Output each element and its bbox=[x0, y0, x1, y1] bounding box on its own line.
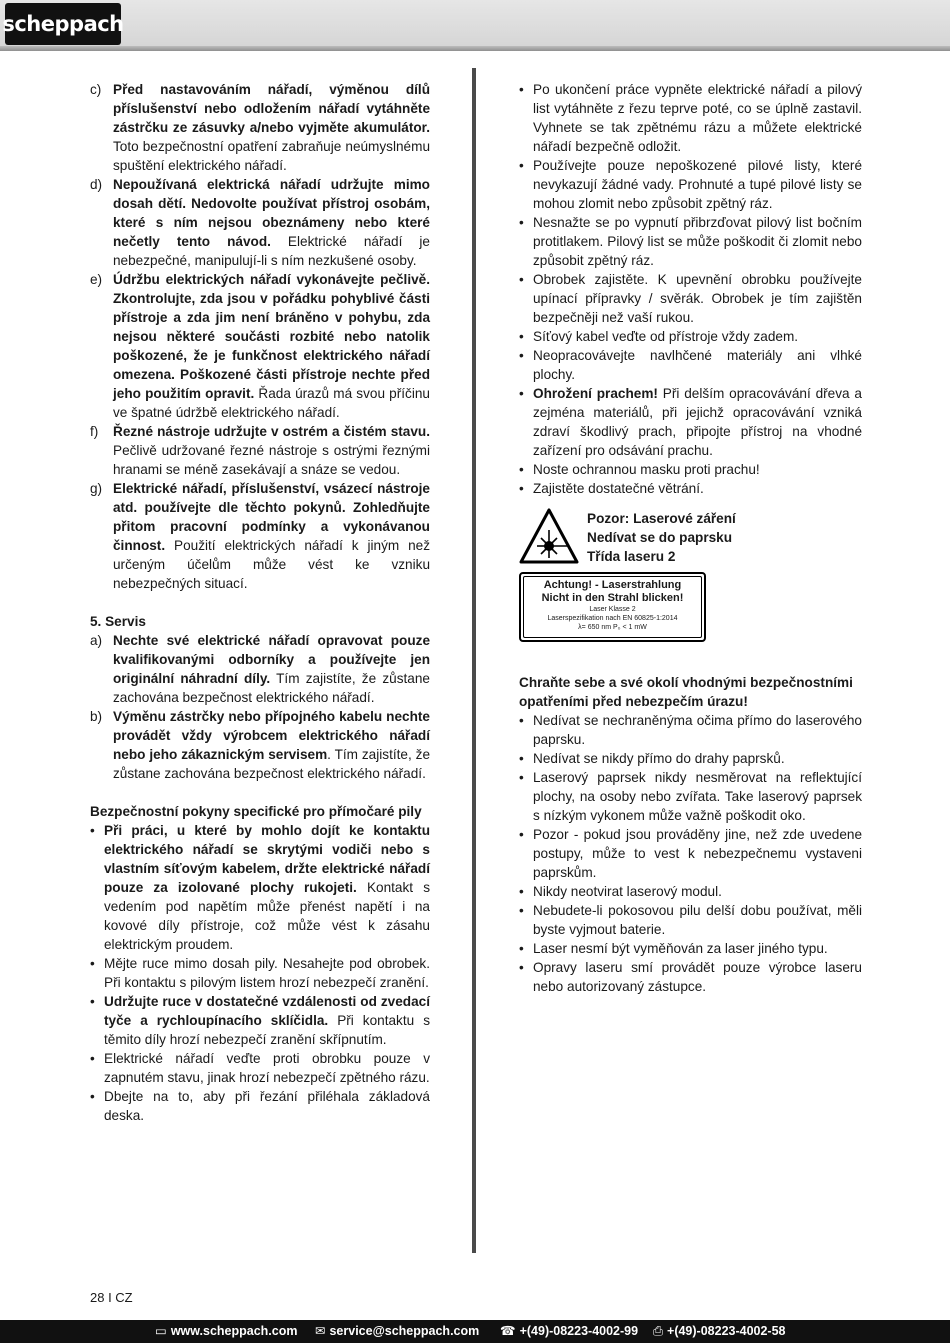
list-item bbox=[90, 270, 430, 422]
bullet-icon: • bbox=[519, 82, 524, 97]
column-divider bbox=[472, 68, 476, 1253]
bullet-icon: • bbox=[519, 158, 524, 173]
bullet-icon: • bbox=[90, 1051, 95, 1066]
bullet-icon: • bbox=[519, 329, 524, 344]
list-item bbox=[90, 707, 430, 783]
page-number: 28 I CZ bbox=[90, 1290, 133, 1305]
item-text: Neopracovávejte navlhčené materiály ani vlhké plochy. bbox=[533, 348, 862, 382]
item-text: Zajistěte dostatečné větrání. bbox=[533, 481, 704, 496]
item-marker: b) bbox=[90, 709, 103, 724]
footer-fax-text: +(49)-08223-4002-58 bbox=[667, 1324, 786, 1338]
laser-label-line: Nicht in den Strahl blicken! bbox=[541, 592, 684, 604]
footer-bar bbox=[0, 1320, 950, 1343]
bullet-item bbox=[519, 768, 862, 825]
footer-email-text: service@scheppach.com bbox=[329, 1324, 480, 1338]
laser-warning-line: Nedívat se do paprsku bbox=[587, 530, 733, 545]
laser-hazard-icon bbox=[519, 508, 579, 564]
item-text: Toto bezpečnostní opatření zabraňuje neúmyslnému spuštění elektrického nářadí. bbox=[113, 139, 430, 173]
item-text: Pozor - pokud jsou prováděny jine, než zde uvedene postupy, může to vest k nebezpečnemu vystaveni paprskům. bbox=[533, 827, 862, 880]
bullet-icon: • bbox=[519, 462, 524, 477]
footer-web-text: www.scheppach.com bbox=[170, 1324, 298, 1338]
bullet-icon: • bbox=[519, 827, 524, 842]
laser-label-line: Laserspezifikation nach EN 60825-1:2014 bbox=[547, 615, 678, 622]
item-bold-text: Výměnu zástrčky nebo přípojného kabelu nechte provádět vždy výrobcem elektrického nářadí nebo jeho zákaznickým servisem bbox=[113, 709, 430, 762]
item-marker: c) bbox=[90, 82, 102, 97]
bullet-item bbox=[519, 346, 862, 384]
laser-label-line: Laser Klasse 2 bbox=[589, 606, 636, 613]
item-text: Po ukončení práce vypněte elektrické nářadí a pilový list vytáhněte z řezu teprve poté, co se úplně zastavil. Vyhnete se tak zpětnému rázu a můžete elektrické nářadí bezpečně odložit. bbox=[533, 82, 862, 154]
item-text: Používejte pouze nepoškozené pilové listy, které nevykazují žádné vady. Prohnuté a tupé pilové listy se mohou zlomit nebo způsobit zpětný ráz. bbox=[533, 158, 862, 211]
item-text: Nesnažte se po vypnutí přibrzďovat pilový list bočním protitlakem. Pilový list se může poškodit či zlomit nebo způsobit zpětný ráz. bbox=[533, 215, 862, 268]
item-text: Kontakt s vedením pod napětím může přenést napětí i na kovové díly přístroje, což může vést k zásahu elektrickým proudem. bbox=[104, 880, 431, 952]
item-bold-text: Nechte své elektrické nářadí opravovat pouze kvalifikovanými odborníky a používejte jen originální náhradní díly. bbox=[113, 633, 430, 686]
bullet-item bbox=[519, 213, 862, 270]
laser-warning-line: Pozor: Laserové záření bbox=[587, 511, 736, 526]
list-item bbox=[90, 175, 430, 270]
item-text: Laser nesmí být vyměňován za laser jiného typu. bbox=[533, 941, 828, 956]
phone-icon: ☎ bbox=[500, 1324, 516, 1338]
header-divider bbox=[0, 46, 950, 51]
protect-heading: Chraňte sebe a své okolí vhodnými bezpečnostními opatřeními před nebezpečím úrazu! bbox=[519, 675, 853, 709]
bullet-icon: • bbox=[90, 956, 95, 971]
bullet-icon: • bbox=[519, 770, 524, 785]
item-text: . Tím zajistíte, že zůstane zachována bezpečnost elektrického nářadí. bbox=[113, 747, 430, 781]
item-text: Při kontaktu s těmito díly hrozí nebezpečí zranění skřípnutím. bbox=[104, 1013, 430, 1047]
item-marker: e) bbox=[90, 272, 103, 287]
item-text: Tím zajistíte, že zůstane zachována bezpečnost elektrického nářadí. bbox=[113, 671, 430, 705]
item-bold-text: Při práci, u které by mohlo dojít ke kontaktu elektrického nářadí se skrytými vodiči nebo s vlastním síťovým kabelem, držte elektrické nářadí pouze za izolované plochy rukojeti. bbox=[104, 823, 430, 895]
bullet-item bbox=[519, 460, 862, 479]
item-text: Opravy laseru smí provádět pouze výrobce laseru nebo autorizovaný zástupce. bbox=[533, 960, 862, 994]
item-bold-text: Udržujte ruce v dostatečné vzdálenosti od zvedací tyče a rychloupínacího sklíčidla. bbox=[104, 994, 430, 1028]
bullet-icon: • bbox=[519, 481, 524, 496]
item-bold-text: Nepoužívaná elektrická nářadí udržujte mimo dosah dětí. Nedovolte používat přístroj osobám, které s ním nejsou obeznámeny nebo které nečetly tento návod. bbox=[113, 177, 430, 249]
right-column bbox=[519, 80, 862, 996]
item-text: Obrobek zajistěte. K upevnění obrobku používejte upínací přípravky / svěrák. Obrobek je tím zajištěn bezpečněji než vaší rukou. bbox=[533, 272, 862, 325]
bullet-item bbox=[519, 327, 862, 346]
item-text: Při delším opracovávání dřeva a zejména materiálů, při jejichž opracovávání vzniká zdraví škodlivý prach, připojte přístroj na vhodné zařízení pro odsávání prachu. bbox=[533, 386, 862, 458]
bullet-item bbox=[519, 711, 862, 749]
bullet-item bbox=[519, 958, 862, 996]
item-text: Použití elektrických nářadí k jiným než určeným účelům může vést ke vzniku nebezpečných situací. bbox=[113, 538, 430, 591]
bullet-icon: • bbox=[90, 1089, 95, 1104]
bullet-item bbox=[519, 270, 862, 327]
bullet-item bbox=[519, 901, 862, 939]
list-item bbox=[90, 631, 430, 707]
item-text: Mějte ruce mimo dosah pily. Nesahejte pod obrobek. Při kontaktu s pilovým listem hrozí nebezpečí zranění. bbox=[104, 956, 430, 990]
item-text: Noste ochrannou masku proti prachu! bbox=[533, 462, 760, 477]
item-text: Nebudete-li pokosovou pilu delší dobu používat, měli byste vyjmout baterie. bbox=[533, 903, 862, 937]
item-marker: g) bbox=[90, 481, 103, 496]
safety-heading: Bezpečnostní pokyny specifické pro přímočaré pily bbox=[90, 804, 422, 819]
item-text: Elektrické nářadí veďte proti obrobku pouze v zapnutém stavu, jinak hrozí nebezpečí zpětného rázu. bbox=[104, 1051, 430, 1085]
laser-warning-line: Třída laseru 2 bbox=[587, 549, 676, 564]
item-text: Řada úrazů má svou příčinu ve špatné údržbě elektrického nářadí. bbox=[113, 386, 430, 420]
item-text: Pečlivě udržované řezné nástroje s ostrými řeznými hranami se méně zasekávají a snáze se vedou. bbox=[113, 443, 430, 477]
laser-label-line: λ= 650 nm P₀ < 1 mW bbox=[578, 624, 647, 631]
mail-icon: ✉ bbox=[315, 1324, 326, 1338]
bullet-item bbox=[519, 939, 862, 958]
item-bold-text: Před nastavováním nářadí, výměnou dílů příslušenství nebo odložením nářadí vytáhněte zástrčku ze zásuvky a/nebo vyjměte akumulátor. bbox=[113, 82, 430, 135]
bullet-icon: • bbox=[519, 903, 524, 918]
bullet-item bbox=[90, 992, 430, 1049]
item-bold-text: Řezné nástroje udržujte v ostrém a čistém stavu. bbox=[113, 424, 430, 439]
logo-text: scheppach bbox=[2, 11, 124, 36]
bullet-item bbox=[90, 821, 430, 954]
footer-phone-text: +(49)-08223-4002-99 bbox=[519, 1324, 639, 1338]
bullet-item bbox=[519, 384, 862, 460]
scheppach-logo bbox=[2, 3, 124, 45]
bullet-icon: • bbox=[519, 348, 524, 363]
footer-fax bbox=[653, 1320, 786, 1343]
item-bold-text: Ohrožení prachem! bbox=[533, 386, 658, 401]
bullet-icon: • bbox=[519, 884, 524, 899]
item-marker: d) bbox=[90, 177, 103, 192]
bullet-icon: • bbox=[90, 994, 95, 1009]
item-marker: a) bbox=[90, 633, 103, 648]
list-item bbox=[90, 479, 430, 593]
bullet-icon: • bbox=[519, 215, 524, 230]
bullet-icon: • bbox=[90, 823, 95, 838]
laser-label-line: Achtung! - Laserstrahlung bbox=[543, 579, 682, 591]
bullet-icon: • bbox=[519, 272, 524, 287]
bullet-item bbox=[519, 156, 862, 213]
bullet-item bbox=[90, 1049, 430, 1087]
item-bold-text: Údržbu elektrických nářadí vykonávejte pečlivě. Zkontrolujte, zda jsou v pořádku pohyblivé části přístroje a zda jim není bráněno v pohybu, zda nejsou některé součásti rozbité nebo natolik poškozené, že je funkčnost elektrického nářadí omezena. Poškozené části přístroje nechte před jeho použitím opravit. bbox=[113, 272, 430, 401]
footer-email[interactable] bbox=[315, 1320, 479, 1343]
item-text: Síťový kabel veďte od přístroje vždy zadem. bbox=[533, 329, 799, 344]
bullet-item bbox=[519, 749, 862, 768]
item-text: Dbejte na to, aby při řezání přiléhala základová deska. bbox=[104, 1089, 430, 1123]
item-bold-text: Elektrické nářadí, příslušenství, vsázecí nástroje atd. používejte dle těchto pokynů. Zohledňujte přitom pracovní podmínky a vykonávanou činnost. bbox=[113, 481, 430, 553]
left-column bbox=[90, 80, 430, 1125]
bullet-item bbox=[519, 882, 862, 901]
item-text: Nikdy neotvirat laserový modul. bbox=[533, 884, 722, 899]
bullet-item bbox=[519, 825, 862, 882]
bullet-item bbox=[519, 80, 862, 156]
bullet-icon: • bbox=[519, 713, 524, 728]
item-text: Nedívat se nikdy přímo do drahy paprsků. bbox=[533, 751, 785, 766]
bullet-icon: • bbox=[519, 960, 524, 975]
bullet-icon: • bbox=[519, 751, 524, 766]
bullet-icon: • bbox=[519, 941, 524, 956]
item-text: Elektrické nářadí je nebezpečné, manipulují-li s ním nezkušené osoby. bbox=[113, 234, 430, 268]
laser-warning-text bbox=[587, 509, 736, 566]
item-text: Laserový paprsek nikdy nesměrovat na reflektující plochy, na osoby nebo zvířata. Take laserový paprsek s nízkým vykonem může važně poškodit oko. bbox=[533, 770, 862, 823]
service-heading: 5. Servis bbox=[90, 614, 146, 629]
bullet-icon: • bbox=[519, 386, 524, 401]
item-text: Nedívat se nechraněnýma očima přímo do laserového paprsku. bbox=[533, 713, 862, 747]
bullet-item bbox=[90, 1087, 430, 1125]
footer-phone[interactable] bbox=[500, 1320, 638, 1343]
bullet-item bbox=[519, 479, 862, 498]
list-item bbox=[90, 422, 430, 479]
laser-class-label bbox=[519, 572, 706, 642]
bullet-item bbox=[90, 954, 430, 992]
monitor-icon: ▭ bbox=[155, 1324, 167, 1338]
fax-icon: ⎙ bbox=[653, 1324, 664, 1338]
header-band bbox=[0, 0, 950, 46]
footer-web[interactable] bbox=[155, 1320, 297, 1343]
list-item bbox=[90, 80, 430, 175]
laser-warning-block bbox=[519, 508, 862, 673]
item-marker: f) bbox=[90, 424, 99, 439]
